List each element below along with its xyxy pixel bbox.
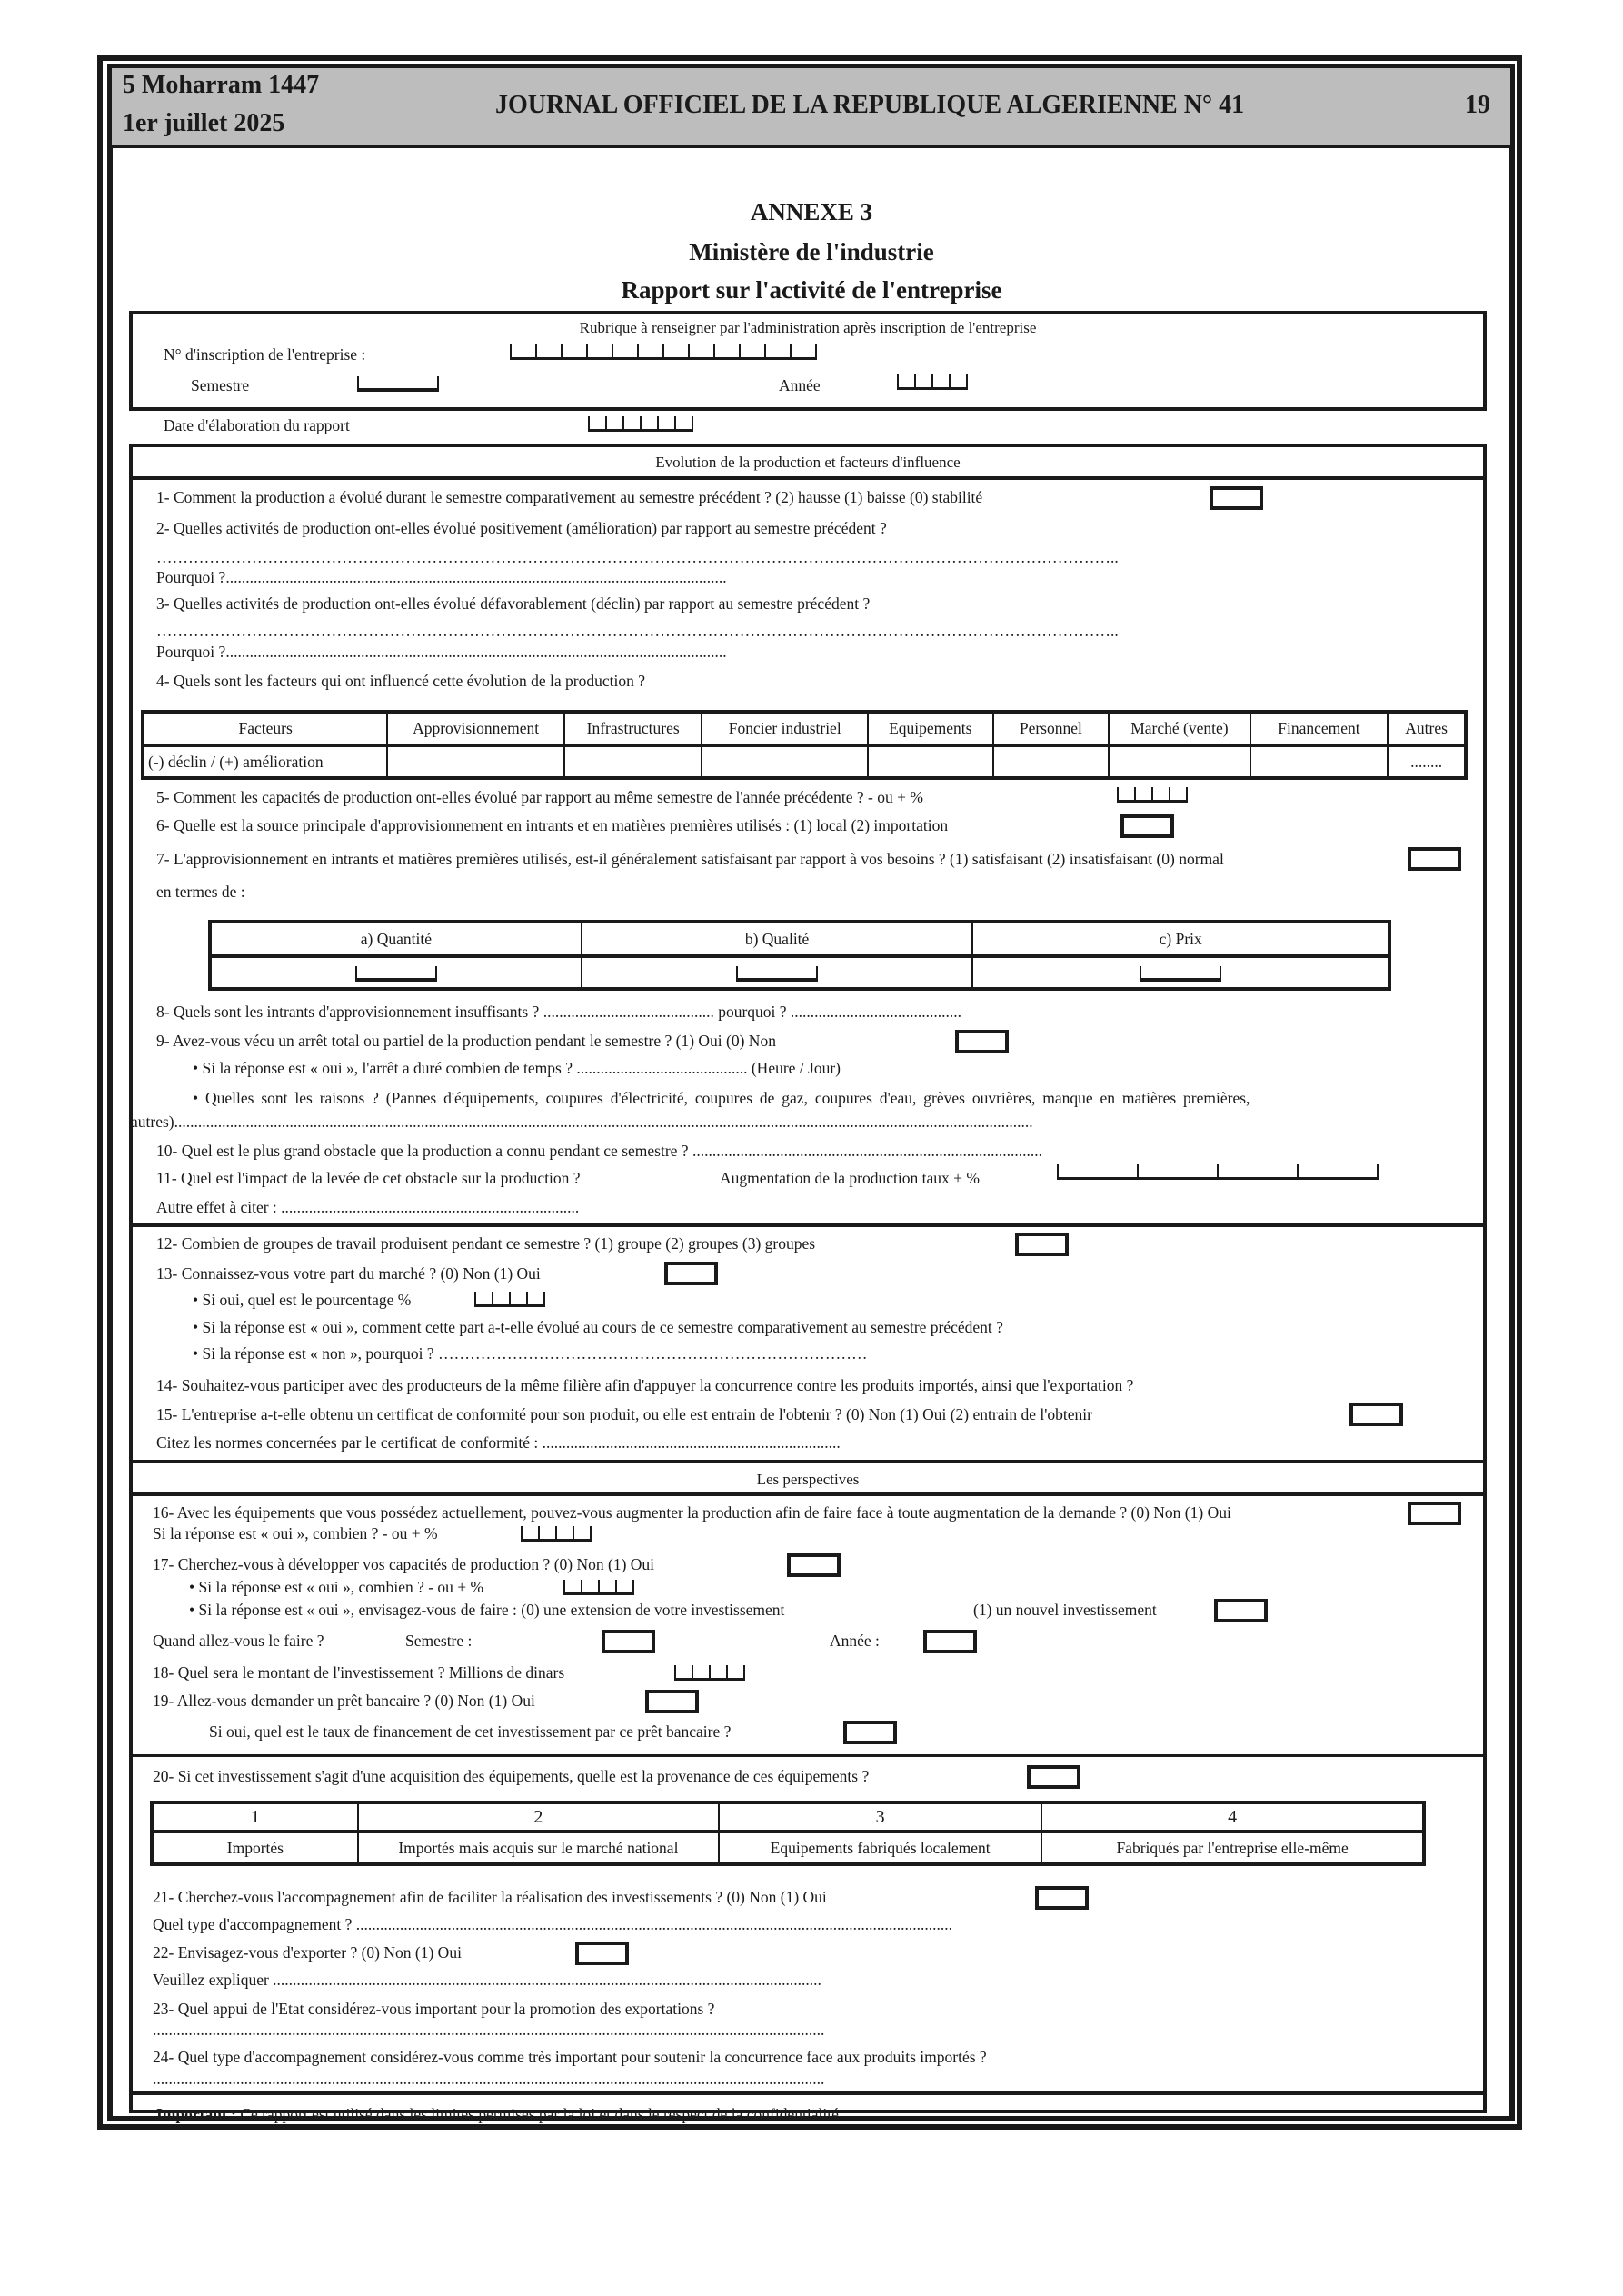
semestre-label: Semestre	[191, 376, 250, 394]
origin-table	[150, 1801, 1426, 1866]
admin-box-heading: Rubrique à renseigner par l'administration après inscription de l'entreprise	[579, 319, 1037, 336]
q9-reasons: • Quelles sont les raisons ? (Pannes d'équipements, coupures d'électricité, coupures de gaz, coupures d'eau, grèves ouvrières, manque en matières premières,	[193, 1089, 1250, 1107]
question-23: 23- Quel appui de l'Etat considérez-vous important pour la promotion des exportations ?	[153, 2000, 715, 2018]
report-date-label: Date d'élaboration du rapport	[164, 416, 350, 434]
factors-header-cell: Foncier industriel	[702, 712, 868, 745]
factor-input-approvisionnement[interactable]	[387, 745, 564, 778]
question-19: 19- Allez-vous demander un prêt bancaire ? (0) Non (1) Oui	[153, 1692, 535, 1710]
factors-header-cell: Approvisionnement	[387, 712, 564, 745]
factors-header-cell: Infrastructures	[564, 712, 702, 745]
q2-answer-line[interactable]: ………………………………………………………………………………………………………………………………………………………………..	[156, 548, 1119, 566]
question-18: 18- Quel sera le montant de l'investissement ? Millions de dinars	[153, 1663, 565, 1682]
ministry-title: Ministère de l'industrie	[689, 238, 934, 265]
origin-label: Fabriqués par l'entreprise elle-même	[1041, 1832, 1424, 1864]
journal-title: JOURNAL OFFICIEL DE LA REPUBLIQUE ALGERIENNE N° 41	[495, 91, 1245, 119]
question-7: 7- L'approvisionnement en intrants et matières premières utilisés, est-il généralement satisfaisant par rapport à vos besoins ? (1) satisfaisant (2) insatisfaisant (0) normal	[156, 850, 1224, 868]
q21-type[interactable]: Quel type d'accompagnement ? ......................................................................................................................................................	[153, 1915, 953, 1933]
terms-header-prix: c) Prix	[972, 922, 1389, 956]
question-6: 6- Quelle est la source principale d'approvisionnement en intrants et en matières premières utilisés : (1) local (2) importation	[156, 816, 949, 834]
question-21: 21- Cherchez-vous l'accompagnement afin de faciliter la réalisation des investissements ? (0) Non (1) Oui	[153, 1888, 827, 1906]
section-heading-evolution: Evolution de la production et facteurs d'influence	[655, 454, 961, 471]
origin-number: 1	[152, 1802, 358, 1832]
q5-percent-field[interactable]	[1117, 787, 1188, 803]
factors-table	[141, 710, 1468, 780]
question-16: 16- Avec les équipements que vous possédez actuellement, pouvez-vous augmenter la production afin de faire face à toute augmentation de la demande ? (0) Non (1) Oui	[153, 1503, 1231, 1522]
factors-header-cell: Autres	[1388, 712, 1466, 745]
q13-evolution: • Si la réponse est « oui », comment cette part a-t-elle évolué au cours de ce semestre comparativement au semestre précédent ?	[193, 1318, 1003, 1336]
factors-header-cell: Equipements	[868, 712, 993, 745]
qualite-field[interactable]	[736, 966, 818, 982]
factor-input-marche[interactable]	[1109, 745, 1250, 778]
terms-cell-quantite	[210, 956, 582, 989]
factors-header-cell: Financement	[1250, 712, 1388, 745]
question-15: 15- L'entreprise a-t-elle obtenu un certificat de conformité pour son produit, ou elle est entrain de l'obtenir ? (0) Non (1) Oui (2) entrain de l'obtenir	[156, 1405, 1092, 1423]
question-17: 17- Cherchez-vous à développer vos capacités de production ? (0) Non (1) Oui	[153, 1555, 655, 1573]
annex-title: ANNEXE 3	[750, 198, 873, 225]
factor-input-personnel[interactable]	[993, 745, 1110, 778]
origin-number: 3	[719, 1802, 1041, 1832]
question-12: 12- Combien de groupes de travail produisent pendant ce semestre ? (1) groupe (2) groupes (3) groupes	[156, 1234, 816, 1253]
q13-why-not[interactable]: • Si la réponse est « non », pourquoi ? ………………………………………………………………………	[193, 1344, 868, 1363]
when-annee-label: Année :	[830, 1632, 880, 1650]
when-semestre-label: Semestre :	[405, 1632, 473, 1650]
factor-input-equipements[interactable]	[868, 745, 993, 778]
q24-answer-line[interactable]: .........................................................................................................................................................................	[153, 2070, 825, 2088]
when-semestre-box[interactable]	[602, 1630, 655, 1653]
origin-label: Importés	[152, 1832, 358, 1864]
question-8: 8- Quels sont les intrants d'approvisionnement insuffisants ? ........................................... pourquoi ? ...........................................	[156, 1003, 962, 1021]
inscription-number-field[interactable]	[510, 344, 817, 360]
factor-input-infrastructures[interactable]	[564, 745, 702, 778]
question-2: 2- Quelles activités de production ont-elles évolué positivement (amélioration) par rapport au semestre précédent ?	[156, 519, 887, 537]
section-divider	[129, 476, 1487, 480]
q19-answer-box[interactable]	[645, 1690, 699, 1713]
q23-answer-line[interactable]: .........................................................................................................................................................................	[153, 2021, 825, 2039]
factor-input-foncier[interactable]	[702, 745, 868, 778]
section-divider	[129, 1754, 1487, 1757]
factors-header-cell: Facteurs	[143, 712, 387, 745]
q11-rate-field[interactable]	[1057, 1164, 1379, 1180]
q17-new-investment-option: (1) un nouvel investissement	[973, 1601, 1157, 1619]
q11-rate-label: Augmentation de la production taux + %	[720, 1169, 980, 1187]
terms-header-quantite: a) Quantité	[210, 922, 582, 956]
q7-terms-label: en termes de :	[156, 883, 245, 901]
important-label: Important :	[156, 2105, 236, 2123]
q11-other-effect[interactable]: Autre effet à citer : ...........................................................................	[156, 1198, 580, 1216]
question-11: 11- Quel est l'impact de la levée de cet obstacle sur la production ?	[156, 1169, 581, 1187]
q13-percentage-label: • Si oui, quel est le pourcentage %	[193, 1291, 412, 1309]
q12-answer-box[interactable]	[1015, 1233, 1069, 1256]
when-annee-box[interactable]	[923, 1630, 977, 1653]
section-divider	[129, 1223, 1487, 1227]
q16-answer-box[interactable]	[1408, 1502, 1461, 1525]
terms-cell-qualite	[582, 956, 973, 989]
prix-field[interactable]	[1140, 966, 1221, 982]
q16-percent-field[interactable]	[521, 1526, 592, 1542]
q22-answer-box[interactable]	[575, 1942, 629, 1965]
origin-label: Importés mais acquis sur le marché national	[358, 1832, 719, 1864]
q19-rate-box[interactable]	[843, 1721, 897, 1744]
q6-answer-box[interactable]	[1120, 814, 1174, 838]
q21-answer-box[interactable]	[1035, 1886, 1089, 1910]
q20-answer-box[interactable]	[1027, 1765, 1080, 1789]
confidentiality-text: Ce rapport est utilisé dans les limites permises par la loi et dans le respect de la confidentialité.	[235, 2105, 843, 2123]
factor-input-autres[interactable]: ........	[1388, 745, 1466, 778]
q16-how-much: Si la réponse est « oui », combien ? - ou + %	[153, 1524, 438, 1542]
inscription-label: N° d'inscription de l'entreprise :	[164, 345, 366, 364]
q15-answer-box[interactable]	[1349, 1403, 1403, 1426]
question-10: 10- Quel est le plus grand obstacle que la production a connu pendant ce semestre ? ........................................................................................	[156, 1142, 1042, 1160]
q9-reasons-cont[interactable]: autres)........................................................................................................................................................................................................................	[131, 1113, 1033, 1131]
confidentiality-note	[156, 2107, 842, 2123]
semestre-field[interactable]	[357, 376, 439, 392]
factors-header-cell: Marché (vente)	[1109, 712, 1250, 745]
q17-answer-box[interactable]	[787, 1553, 841, 1577]
terms-header-qualite: b) Qualité	[582, 922, 973, 956]
annee-label: Année	[779, 376, 821, 394]
question-3: 3- Quelles activités de production ont-elles évolué défavorablement (déclin) par rapport au semestre précédent ?	[156, 594, 871, 613]
q15-norms[interactable]: Citez les normes concernées par le certificat de conformité : ...........................................................................	[156, 1433, 841, 1452]
q9-duration: • Si la réponse est « oui », l'arrêt a duré combien de temps ? ........................................... (Heure / Jour)	[193, 1059, 841, 1077]
header-date-gregorian: 1er juillet 2025	[123, 109, 285, 137]
question-4: 4- Quels sont les facteurs qui ont influencé cette évolution de la production ?	[156, 672, 645, 690]
section-divider	[129, 2091, 1487, 2095]
when-label: Quand allez-vous le faire ?	[153, 1632, 324, 1650]
q13-percentage-field[interactable]	[474, 1292, 545, 1307]
annee-field[interactable]	[897, 374, 968, 390]
q22-explain[interactable]: Veuillez expliquer ..........................................................................................................................................	[153, 1971, 821, 1989]
section-divider	[129, 1460, 1487, 1463]
section-divider	[129, 1492, 1487, 1496]
q1-answer-box[interactable]	[1210, 486, 1263, 510]
q17-investment-type: • Si la réponse est « oui », envisagez-vous de faire : (0) une extension de votre investissement	[189, 1601, 785, 1619]
q13-answer-box[interactable]	[664, 1262, 718, 1285]
question-14: 14- Souhaitez-vous participer avec des producteurs de la même filière afin d'appuyer la concurrence contre les produits importés, ainsi que l'exportation ?	[156, 1376, 1134, 1394]
terms-table	[208, 920, 1391, 991]
q7-answer-box[interactable]	[1408, 847, 1461, 871]
question-20: 20- Si cet investissement s'agit d'une acquisition des équipements, quelle est la provenance de ces équipements ?	[153, 1767, 870, 1785]
factor-input-financement[interactable]	[1250, 745, 1388, 778]
report-date-field[interactable]	[588, 416, 693, 432]
q17-percent-field[interactable]	[563, 1580, 634, 1595]
question-24: 24- Quel type d'accompagnement considérez-vous comme très important pour soutenir la concurrence face aux produits importés ?	[153, 2048, 987, 2066]
header-date-hijri: 5 Moharram 1447	[123, 71, 320, 99]
section-heading-perspectives: Les perspectives	[756, 1471, 860, 1488]
report-title: Rapport sur l'activité de l'entreprise	[621, 276, 1002, 304]
question-9: 9- Avez-vous vécu un arrêt total ou partiel de la production pendant le semestre ? (1) Oui (0) Non	[156, 1032, 776, 1050]
quantite-field[interactable]	[355, 966, 437, 982]
q17-investment-box[interactable]	[1214, 1599, 1268, 1622]
origin-number: 4	[1041, 1802, 1424, 1832]
factors-header-cell: Personnel	[993, 712, 1110, 745]
q17-how-much: • Si la réponse est « oui », combien ? - ou + %	[189, 1578, 484, 1596]
origin-label: Equipements fabriqués localement	[719, 1832, 1041, 1864]
q18-amount-field[interactable]	[674, 1665, 745, 1681]
question-1: 1- Comment la production a évolué durant le semestre comparativement au semestre précédent ? (2) hausse (1) baisse (0) stabilité	[156, 488, 983, 506]
origin-number: 2	[358, 1802, 719, 1832]
q3-pourquoi[interactable]: Pourquoi ?..............................................................................................................................	[156, 643, 727, 661]
q2-pourquoi[interactable]: Pourquoi ?..............................................................................................................................	[156, 568, 727, 586]
terms-cell-prix	[972, 956, 1389, 989]
question-22: 22- Envisagez-vous d'exporter ? (0) Non (1) Oui	[153, 1943, 462, 1962]
q19-rate: Si oui, quel est le taux de financement de cet investissement par ce prêt bancaire ?	[209, 1722, 732, 1741]
q3-answer-line[interactable]: ………………………………………………………………………………………………………………………………………………………………..	[156, 622, 1119, 640]
q9-answer-box[interactable]	[955, 1030, 1009, 1053]
question-5: 5- Comment les capacités de production ont-elles évolué par rapport au même semestre de l'année précédente ? - ou + %	[156, 788, 923, 806]
factors-row-label: (-) déclin / (+) amélioration	[143, 745, 387, 778]
page-number: 19	[1465, 91, 1490, 119]
question-13: 13- Connaissez-vous votre part du marché ? (0) Non (1) Oui	[156, 1264, 541, 1283]
